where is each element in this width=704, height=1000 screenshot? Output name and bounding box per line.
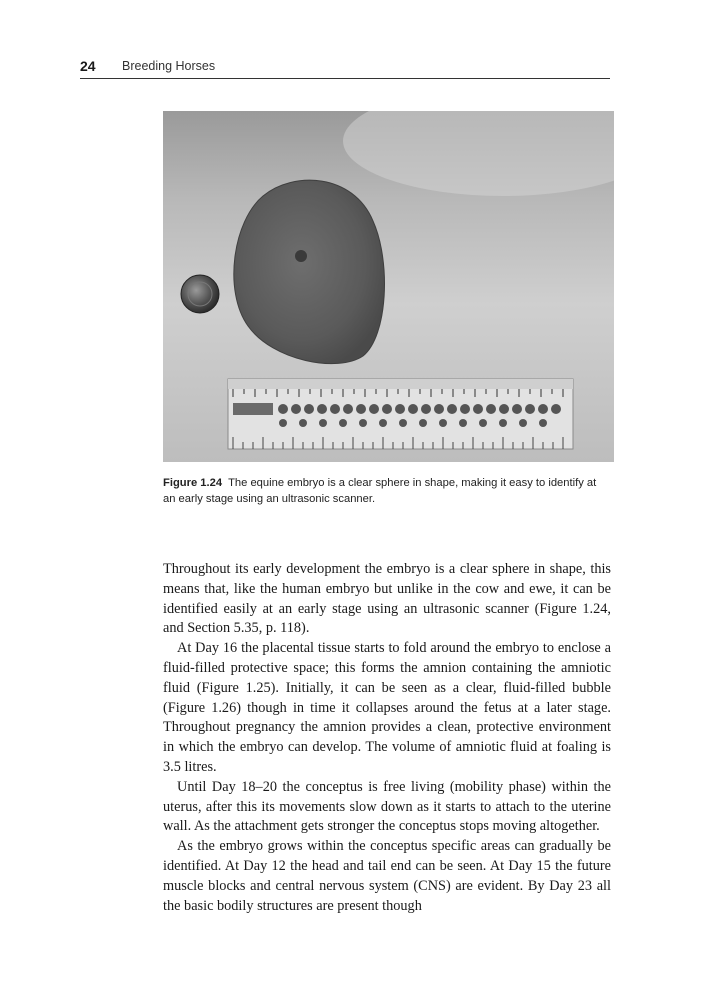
running-head: Breeding Horses (122, 59, 216, 73)
embryo-photo-illustration (163, 111, 614, 462)
body-text (163, 560, 611, 916)
embryo-photo (163, 111, 614, 462)
figure-caption-text: The equine embryo is a clear sphere in shape, making it easy to identify at an early stage using an ultrasonic scanner. (163, 477, 597, 505)
paragraph: Until Day 18–20 the conceptus is free living (mobility phase) within the uterus, after this its movements slow down as it starts to attach to the uterine wall. As the attachment gets stronger the conceptus stops moving altogether. (163, 778, 611, 835)
page-header (80, 56, 610, 79)
background-highlight (343, 111, 614, 196)
figure-label: Figure 1.24 (163, 477, 223, 489)
figure-caption (163, 475, 611, 507)
paragraph: Throughout its early development the embryo is a clear sphere in shape, this means that, like the human embryo but unlike in the cow and ewe, it can be identified easily at an early stage using an ultrasonic scanner (Figure 1.24, and Section 5.35, p. 118). (163, 561, 611, 637)
page-number: 24 (80, 58, 96, 74)
ruler (228, 379, 573, 449)
embryo-center (295, 250, 307, 262)
embryo-sphere (234, 180, 385, 363)
paragraph: As the embryo grows within the conceptus specific areas can gradually be identified. At Day 12 the head and tail end can be seen. At Day 15 the future muscle blocks and central nervous system (CNS) are evident. By Day 23 all the basic bodily structures are present though (163, 838, 611, 914)
coin (181, 275, 219, 313)
paragraph: At Day 16 the placental tissue starts to fold around the embryo to enclose a fluid-filled protective space; this forms the amnion containing the amniotic fluid (Figure 1.25). Initially, it can be seen as a clear, fluid-filled bubble (Figure 1.26) though in time it collapses around the fetus at a later stage. Throughout pregnancy the amnion provides a clean, protective environment in which the embryo can develop. The volume of amniotic fluid at foaling is 3.5 litres. (163, 640, 611, 775)
